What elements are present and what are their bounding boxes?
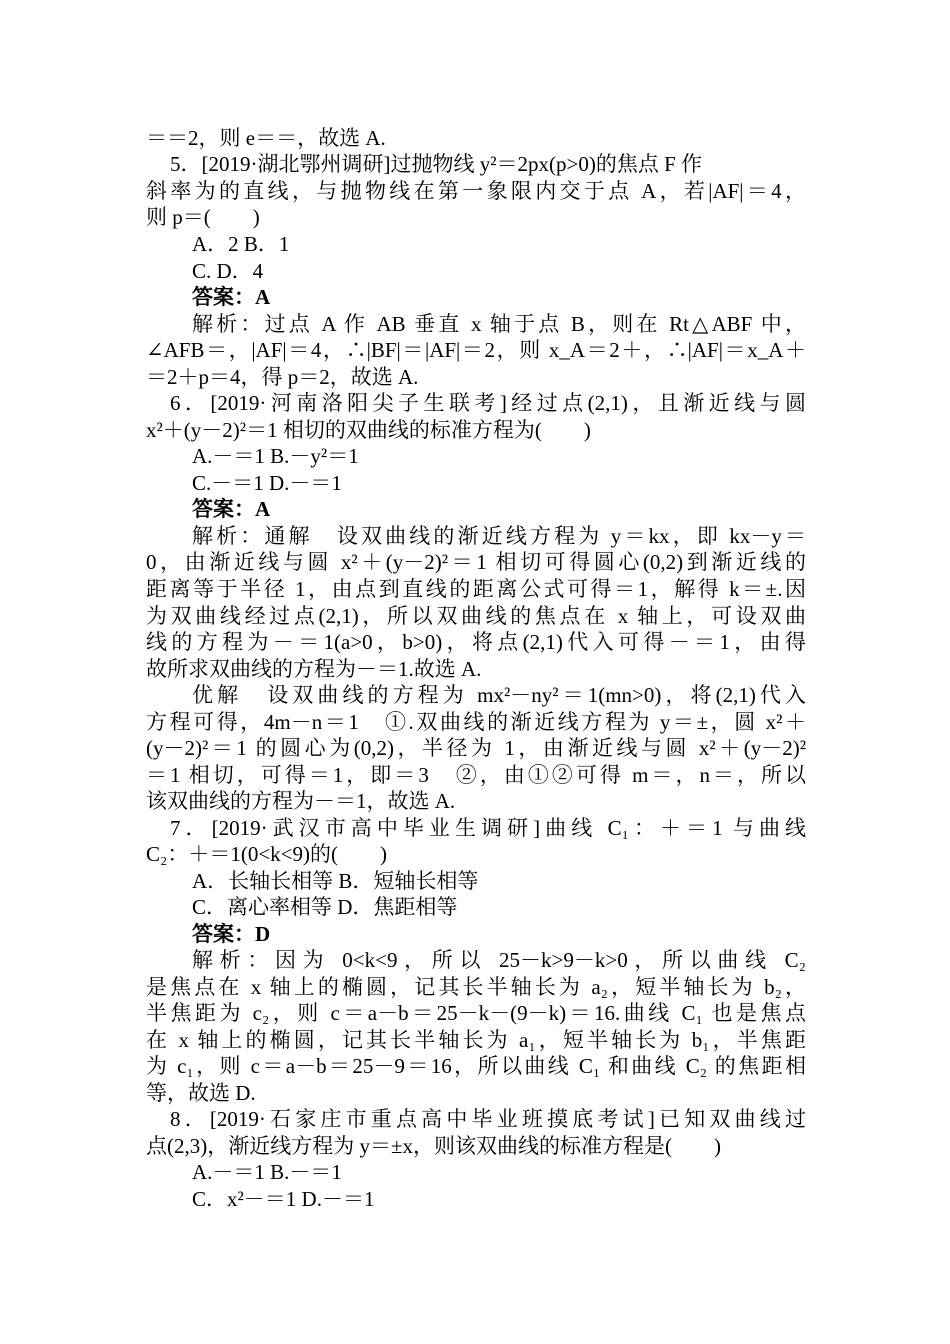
text-line: (y－2)²＝1 的圆心为(0,2)，半径为 1，由渐近线与圆 x²＋(y－2)² <box>146 736 806 760</box>
question-5-stem: 5．[2019·湖北鄂州调研]过抛物线 y²＝2px(p>0)的焦点 F 作 <box>170 152 703 176</box>
text-line: 点(2,3)，渐近线方程为 y＝±x，则该双曲线的标准方程是( ) <box>146 1134 721 1158</box>
question-6-stem: 6．[2019·河南洛阳尖子生联考]经过点(2,1)，且渐近线与圆 <box>170 391 806 415</box>
text-line: 斜率为的直线，与抛物线在第一象限内交于点 A，若|AF|＝4， <box>146 179 806 203</box>
question-7-stem: 7．[2019·武汉市高中毕业生调研]曲线 C₁：＋＝1 与曲线 <box>170 816 806 840</box>
text-line: 是焦点在 x 轴上的椭圆，记其长半轴长为 a₂，短半轴长为 b₂， <box>146 975 806 999</box>
text-line: 在 x 轴上的椭圆，记其长半轴长为 a₁，短半轴长为 b₁，半焦距 <box>146 1028 806 1052</box>
text-line: 该双曲线的方程为－＝1，故选 A. <box>146 789 456 813</box>
answer-label: 答案：A <box>192 285 271 309</box>
text-line: ＝＝2，则 e＝＝，故选 A. <box>146 126 386 150</box>
text-line: 为 c₁，则 c＝a－b＝25－9＝16，所以曲线 C₁ 和曲线 C₂ 的焦距相 <box>146 1054 806 1078</box>
text-line: ＝1 相切，可得＝1，即＝3 ②，由①②可得 m＝，n＝，所以 <box>146 763 806 787</box>
text-line: 为双曲线经过点(2,1)，所以双曲线的焦点在 x 轴上，可设双曲 <box>146 604 806 628</box>
answer-label: 答案：D <box>192 922 271 946</box>
explanation: 解析：因为 0<k<9，所以 25－k>9－k>0，所以曲线 C₂ <box>192 948 806 972</box>
text-line: C₂：＋＝1(0<k<9)的( ) <box>146 842 387 866</box>
text-line: 方程可得，4m－n＝1 ①.双曲线的渐近线方程为 y＝±，圆 x²＋ <box>146 710 806 734</box>
explanation: 解析：通解 设双曲线的渐近线方程为 y＝kx，即 kx－y＝ <box>192 524 806 548</box>
question-8-options: A.－＝1 B.－＝1 <box>192 1160 342 1184</box>
question-8-stem: 8．[2019·石家庄市重点高中毕业班摸底考试]已知双曲线过 <box>170 1107 806 1131</box>
text-line: 则 p＝( ) <box>146 205 260 229</box>
text-line: 故所求双曲线的方程为－＝1.故选 A. <box>146 657 482 681</box>
text-line: ∠AFB＝，|AF|＝4，∴|BF|＝|AF|＝2，则 x_A＝2＋，∴|AF|＝x_A＋ <box>146 338 806 362</box>
text-line: 距离等于半径 1，由点到直线的距离公式可得＝1，解得 k＝±.因 <box>146 577 806 601</box>
text-line: ＝2＋p＝4，得 p＝2，故选 A. <box>146 365 419 389</box>
question-6-options: C.－＝1 D.－＝1 <box>192 471 342 495</box>
answer-label: 答案：A <box>192 497 271 521</box>
text-line: 线的方程为－＝1(a>0，b>0)，将点(2,1)代入可得－＝1，由得 <box>146 630 806 654</box>
text-line: 等，故选 D. <box>146 1081 256 1105</box>
text-line: 0，由渐近线与圆 x²＋(y－2)²＝1 相切可得圆心(0,2)到渐近线的 <box>146 550 806 574</box>
question-7-options: A．长轴长相等 B．短轴长相等 <box>192 869 479 893</box>
question-6-options: A.－＝1 B.－y²＝1 <box>192 444 359 468</box>
text-line: x²＋(y－2)²＝1 相切的双曲线的标准方程为( ) <box>146 418 591 442</box>
explanation: 解析：过点 A 作 AB 垂直 x 轴于点 B，则在 Rt△ABF 中， <box>192 312 806 336</box>
explanation-alt: 优解 设双曲线的方程为 mx²－ny²＝1(mn>0)，将(2,1)代入 <box>192 683 806 707</box>
text-line: 半焦距为 c₂，则 c＝a－b＝25－k－(9－k)＝16.曲线 C₁ 也是焦点 <box>146 1001 806 1025</box>
question-5-options: C. D．4 <box>192 259 264 283</box>
question-8-options: C．x²－＝1 D.－＝1 <box>192 1187 375 1211</box>
question-7-options: C．离心率相等 D．焦距相等 <box>192 895 458 919</box>
question-5-options: A．2 B．1 <box>192 232 290 256</box>
